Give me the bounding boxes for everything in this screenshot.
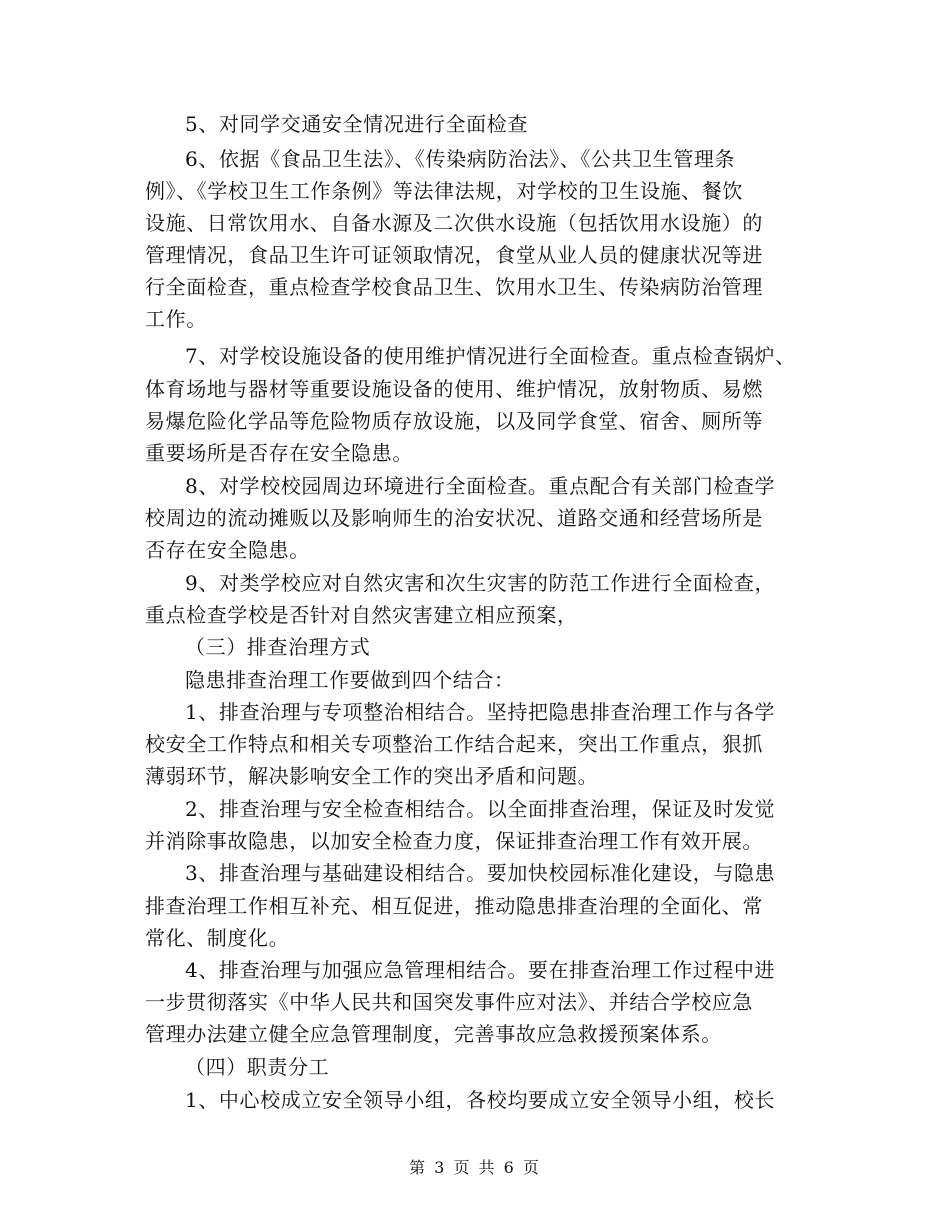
paragraph-line: 一步贯彻落实《中华人民共和国突发事件应对法》、并结合学校应急 (145, 990, 753, 1014)
paragraph-line: 校周边的流动摊贩以及影响师生的治安状况、道路交通和经营场所是 (145, 506, 763, 530)
paragraph-line: 易爆危险化学品等危险物质存放设施，以及同学食堂、宿舍、厕所等 (145, 409, 763, 433)
paragraph-line: 重要场所是否存在安全隐患。 (145, 441, 413, 465)
paragraph-line: 8、对学校校园周边环境进行全面检查。重点配合有关部门检查学 (185, 474, 776, 498)
section-heading: （四）职责分工 (185, 1055, 330, 1079)
paragraph-line: 否存在安全隐患。 (145, 538, 310, 562)
paragraph-line: 5、对同学交通安全情况进行全面检查 (185, 112, 528, 136)
paragraph-line: 体育场地与器材等重要设施设备的使用、维护情况，放射物质、易燃 (145, 377, 763, 401)
paragraph-line: 1、中心校成立安全领导小组，各校均要成立安全领导小组，校长 (185, 1088, 776, 1112)
paragraph-line: 行全面检查，重点检查学校食品卫生、饮用水卫生、传染病防治管理 (145, 275, 763, 299)
paragraph-line: 3、排查治理与基础建设相结合。要加快校园标准化建设，与隐患 (185, 861, 776, 885)
paragraph-line: 7、对学校设施设备的使用维护情况进行全面检查。重点检查锅炉、 (185, 344, 796, 368)
paragraph-line: 常化、制度化。 (145, 926, 290, 950)
page-number-footer: 第 3 页 共 6 页 (409, 1158, 541, 1177)
paragraph-line: 4、排查治理与加强应急管理相结合。要在排查治理工作过程中进 (185, 958, 776, 982)
paragraph-line: 设施、日常饮用水、自备水源及二次供水设施（包括饮用水设施）的 (145, 211, 763, 235)
paragraph-line: 6、依据《食品卫生法》、《传染病防治法》、《公共卫生管理条 (185, 147, 736, 171)
section-heading: （三）排查治理方式 (185, 635, 371, 659)
paragraph-line: 并消除事故隐患，以加安全检查力度，保证排查治理工作有效开展。 (145, 829, 763, 853)
paragraph-line: 校安全工作特点和相关专项整治工作结合起来，突出工作重点，狠抓 (145, 732, 763, 756)
paragraph-line: 例》、《学校卫生工作条例》等法律法规，对学校的卫生设施、餐饮 (145, 179, 743, 203)
paragraph-line: 管理情况，食品卫生许可证领取情况，食堂从业人员的健康状况等进 (145, 243, 763, 267)
paragraph-line: 隐患排查治理工作要做到四个结合： (185, 668, 515, 692)
paragraph-line: 排查治理工作相互补充、相互促进，推动隐患排查治理的全面化、常 (145, 894, 763, 918)
paragraph-line: 薄弱环节，解决影响安全工作的突出矛盾和问题。 (145, 764, 599, 788)
paragraph-line: 工作。 (145, 307, 207, 331)
paragraph-line: 管理办法建立健全应急管理制度，完善事故应急救援预案体系。 (145, 1022, 722, 1046)
paragraph-line: 9、对类学校应对自然灾害和次生灾害的防范工作进行全面检查， (185, 571, 776, 595)
paragraph-line: 2、排查治理与安全检查相结合。以全面排查治理，保证及时发觉 (185, 797, 776, 821)
paragraph-line: 1、排查治理与专项整治相结合。坚持把隐患排查治理工作与各学 (185, 700, 776, 724)
paragraph-line: 重点检查学校是否针对自然灾害建立相应预案， (145, 603, 578, 627)
